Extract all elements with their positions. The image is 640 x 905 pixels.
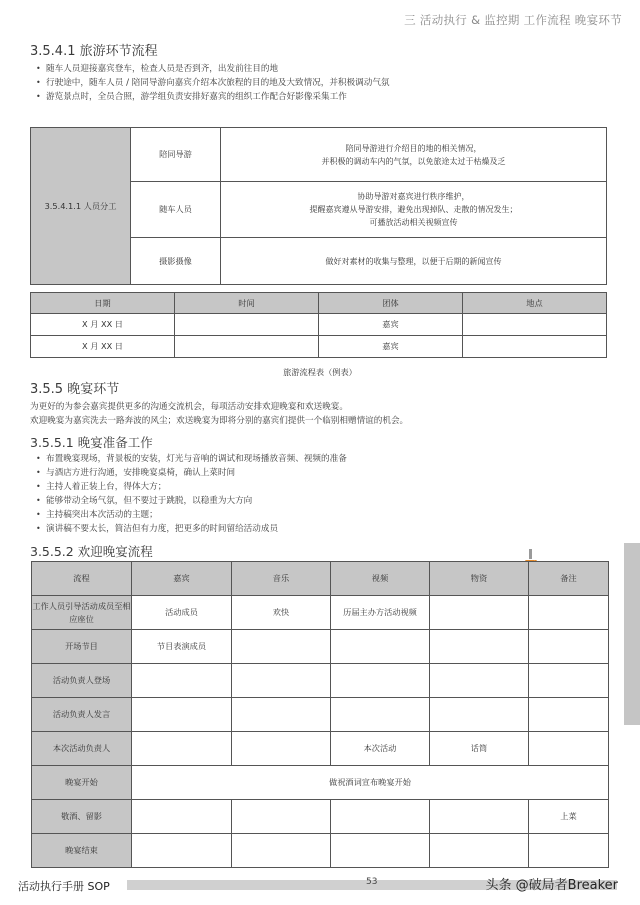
paragraph: 为更好的为参会嘉宾提供更多的沟通交流机会，每项活动安排欢迎晚宴和欢送晚宴。 <box>30 402 348 412</box>
table-cell <box>331 630 430 664</box>
list-item: • 演讲稿不要太长，简洁但有力度，把更多的时间留给活动成员 <box>38 522 347 536</box>
table-cell <box>430 800 529 834</box>
table-cell: 敬酒、留影 <box>32 800 132 834</box>
table-cell <box>132 834 232 868</box>
table-cell <box>529 698 609 732</box>
table-cell: 嘉宾 <box>319 336 463 358</box>
section-title-welcome: 3.5.5.2 欢迎晚宴流程 <box>30 544 153 559</box>
list-item: • 布置晚宴现场，背景板的安装，灯光与音响的调试和现场播放音频、视频的准备 <box>38 452 347 466</box>
table-cell <box>463 336 607 358</box>
table-cell: 活动成员 <box>132 596 232 630</box>
paragraph: 欢迎晚宴为嘉宾洗去一路奔波的风尘；欢送晚宴为即将分别的嘉宾们提供一个临别相赠情谊的机会。 <box>30 416 409 426</box>
section-title-tour: 3.5.4.1 旅游环节流程 <box>30 44 158 59</box>
page-number: 53 <box>366 877 378 887</box>
table-row <box>32 664 609 698</box>
table-cell <box>132 664 232 698</box>
table-cell <box>331 698 430 732</box>
table-cell-merged: 做祝酒词宣布晚宴开始 <box>132 766 609 800</box>
table-cell: 晚宴结束 <box>32 834 132 868</box>
footer-title: 活动执行手册 SOP <box>18 880 110 893</box>
table-cell: 工作人员引导活动成员至相应座位 <box>32 596 132 630</box>
table-row <box>131 182 606 238</box>
list-item: • 主持稿突出本次活动的主题； <box>38 508 347 522</box>
staff-role-label: 3.5.4.1.1 人员分工 <box>31 128 131 284</box>
table-cell <box>430 664 529 698</box>
table-cell: 嘉宾 <box>319 314 463 336</box>
col-header: 嘉宾 <box>132 562 232 596</box>
table-header-row <box>32 562 609 596</box>
table-row <box>31 336 607 358</box>
header-title: 三 活动执行 & 监控期 工作流程 晚宴环节 <box>404 13 622 27</box>
table-cell: 欢快 <box>232 596 331 630</box>
col-header: 地点 <box>463 293 607 314</box>
table-row <box>32 630 609 664</box>
table-cell <box>175 336 319 358</box>
table-cell <box>232 664 331 698</box>
staff-desc <box>221 182 606 237</box>
table-cell <box>430 698 529 732</box>
table-row <box>32 834 609 868</box>
prep-bullets <box>38 452 347 536</box>
table-cell <box>232 800 331 834</box>
table-cell <box>430 630 529 664</box>
table-cell: X 月 XX 日 <box>31 314 175 336</box>
table-cell: X 月 XX 日 <box>31 336 175 358</box>
table-row <box>32 800 609 834</box>
col-header: 日期 <box>31 293 175 314</box>
watermark: 头条 @破局者Breaker <box>485 878 618 893</box>
table-cell <box>529 630 609 664</box>
table-cell <box>463 314 607 336</box>
section-title-banquet: 3.5.5 晚宴环节 <box>30 382 120 397</box>
staff-desc <box>221 238 606 284</box>
staff-label: 随车人员 <box>131 182 221 237</box>
col-header: 流程 <box>32 562 132 596</box>
table-cell <box>529 664 609 698</box>
desc-line: 并积极的调动车内的气氛，以免旅途太过于枯燥及乏 <box>321 156 506 166</box>
col-header: 音乐 <box>232 562 331 596</box>
table-cell <box>529 596 609 630</box>
table-caption: 旅游流程表（例表） <box>283 367 357 377</box>
table-cell <box>331 800 430 834</box>
table-cell <box>232 732 331 766</box>
table-cell: 开场节目 <box>32 630 132 664</box>
table-cell <box>232 834 331 868</box>
table-cell <box>430 834 529 868</box>
list-item: • 能够带动全场气氛，但不要过于跳脱，以稳重为大方向 <box>38 494 347 508</box>
table-cell <box>175 314 319 336</box>
table-cell <box>232 698 331 732</box>
col-header: 备注 <box>529 562 609 596</box>
desc-line: 陪同导游进行介绍目的地的相关情况， <box>345 143 482 153</box>
staff-label: 陪同导游 <box>131 128 221 181</box>
banquet-table <box>31 561 609 868</box>
list-item: • 主持人着正装上台，得体大方； <box>38 480 347 494</box>
table-cell <box>331 664 430 698</box>
table-cell: 活动负责人发言 <box>32 698 132 732</box>
list-item: • 与酒店方进行沟通，安排晚宴桌椅，确认上菜时间 <box>38 466 347 480</box>
staff-desc <box>221 128 606 181</box>
page-footer <box>0 870 640 905</box>
table-row <box>131 238 606 284</box>
page-header <box>0 0 640 36</box>
table-row <box>131 128 606 182</box>
table-cell: 历届主办方活动视频 <box>331 596 430 630</box>
section-title-prep: 3.5.5.1 晚宴准备工作 <box>30 435 153 450</box>
staff-label: 摄影摄像 <box>131 238 221 284</box>
table-cell <box>529 834 609 868</box>
col-header: 物资 <box>430 562 529 596</box>
tour-bullets <box>38 62 390 104</box>
desc-line: 提醒嘉宾遵从导游安排，避免出现掉队、走散的情况发生； <box>309 205 518 214</box>
side-tab <box>624 543 640 725</box>
table-row <box>32 766 609 800</box>
table-header-row <box>31 293 607 314</box>
table-cell <box>529 732 609 766</box>
table-cell <box>430 596 529 630</box>
staff-table <box>30 127 607 285</box>
table-cell <box>132 698 232 732</box>
table-cell: 活动负责人登场 <box>32 664 132 698</box>
table-cell <box>232 630 331 664</box>
table-row <box>32 732 609 766</box>
table-cell: 节目表演成员 <box>132 630 232 664</box>
col-header: 视频 <box>331 562 430 596</box>
table-cell <box>132 732 232 766</box>
table-row <box>31 314 607 336</box>
table-cell: 晚宴开始 <box>32 766 132 800</box>
table-cell: 话筒 <box>430 732 529 766</box>
col-header: 时间 <box>175 293 319 314</box>
table-cell: 本次活动 <box>331 732 430 766</box>
list-item: • 随车人员迎接嘉宾登车，检查人员是否到齐，出发前往目的地 <box>38 62 390 76</box>
desc-line: 做好对素材的收集与整理，以便于后期的新闻宣传 <box>325 256 502 266</box>
list-item: • 行驶途中，随车人员 / 陪同导游向嘉宾介绍本次旅程的目的地及大致情况，并积极调动气氛 <box>38 76 390 90</box>
table-cell: 上菜 <box>529 800 609 834</box>
desc-line: 可播放活动相关视频宣传 <box>369 218 458 227</box>
table-row <box>32 596 609 630</box>
table-cell <box>331 834 430 868</box>
table-cell <box>132 800 232 834</box>
list-item: • 游览景点时，全员合照，游学组负责安排好嘉宾的组织工作配合好影像采集工作 <box>38 90 390 104</box>
table-row <box>32 698 609 732</box>
desc-line: 协助导游对嘉宾进行秩序维护， <box>357 192 470 201</box>
tour-table <box>30 292 607 358</box>
table-cell: 本次活动负责人 <box>32 732 132 766</box>
col-header: 团体 <box>319 293 463 314</box>
